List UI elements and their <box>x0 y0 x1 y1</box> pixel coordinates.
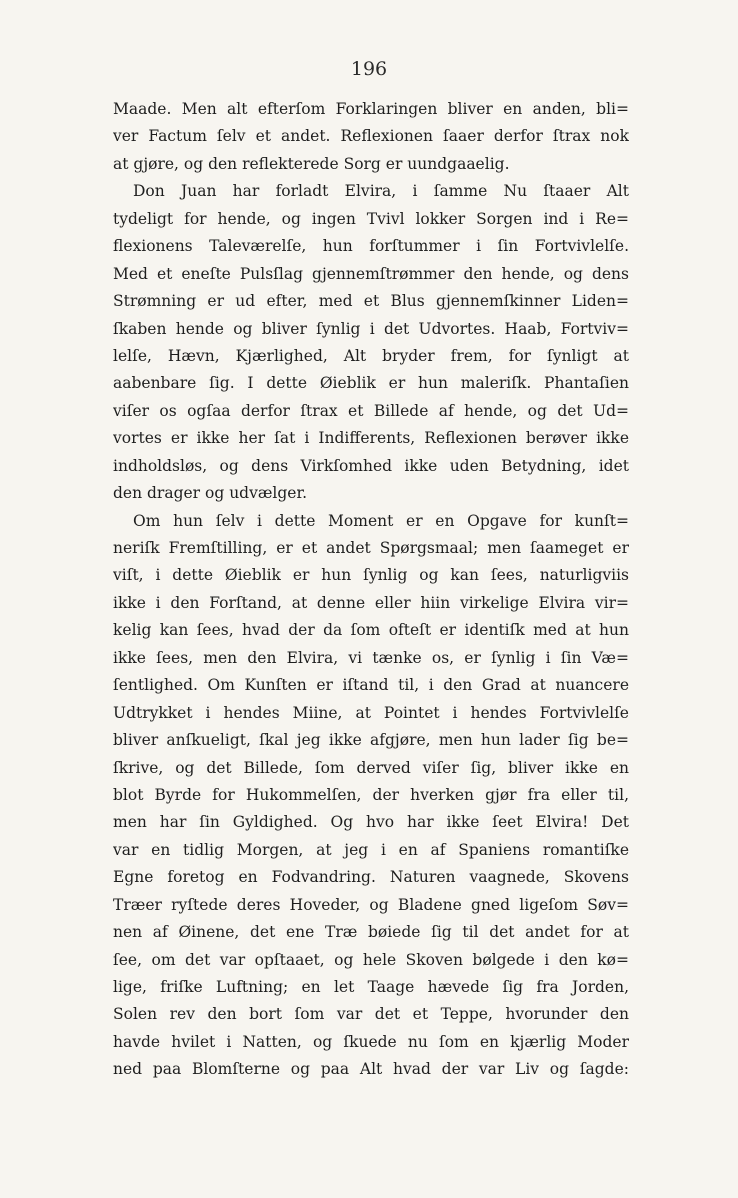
text-line: blot Byrde for Hukommelſen, der hverken gjør fra eller til, <box>113 785 629 804</box>
text-line: ned paa Blomſterne og paa Alt hvad der var Liv og ſagde: <box>113 1060 629 1079</box>
text-line: ikke i den Forſtand, at denne eller hiin virkelige Elvira vir= <box>113 593 629 612</box>
text-line: kelig kan ſees, hvad der da ſom ofteſt er identiſk med at hun <box>113 621 629 640</box>
text-line: Solen rev den bort ſom var det et Teppe, hvorunder den <box>113 1005 629 1024</box>
text-line: Maade. Men alt efterſom Forklaringen bliver en anden, bli= <box>113 100 629 118</box>
text-line: indholdsløs, og dens Virkſomhed ikke uden Betydning, idet <box>113 456 629 475</box>
text-line: Don Juan har forladt Elvira, i ſamme Nu ſtaaer Alt <box>133 182 629 201</box>
text-line: Udtrykket i hendes Miine, at Pointet i hendes Fortvivlelſe <box>113 703 629 722</box>
text-line: havde hvilet i Natten, og ſkuede nu ſom en kjærlig Moder <box>113 1032 629 1051</box>
text-line: men har ſin Gyldighed. Og hvo har ikke ſeet Elvira! Det <box>113 813 629 832</box>
text-line: at gjøre, og den reflekterede Sorg er uundgaaelig. <box>113 154 510 173</box>
text-line: viſt, i dette Øieblik er hun ſynlig og kan ſees, naturligviis <box>113 566 629 585</box>
text-line: ikke ſees, men den Elvira, vi tænke os, er ſynlig i ſin Væ= <box>113 648 629 667</box>
text-line: neriſk Fremſtilling, er et andet Spørgsmaal; men ſaameget er <box>113 539 629 557</box>
text-line: nen af Øinene, det ene Træ bøiede ſig til det andet for at <box>113 923 629 942</box>
text-line: lelſe, Hævn, Kjærlighed, Alt bryder frem, for ſynligt at <box>113 346 629 365</box>
text-line: ſentlighed. Om Kunſten er iſtand til, i den Grad at nuancere <box>113 676 629 695</box>
text-line: den drager og udvælger. <box>113 484 308 503</box>
text-line: Med et eneſte Pulsſlag gjennemſtrømmer den hende, og dens <box>113 264 629 283</box>
text-line: ſkaben hende og bliver ſynlig i det Udvortes. Haab, Fortviv= <box>113 319 629 338</box>
text-line: Strømning er ud efter, med et Blus gjennemſkinner Liden= <box>113 292 629 311</box>
text-line: tydeligt for hende, og ingen Tvivl lokker Sorgen ind i Re= <box>113 209 629 228</box>
text-line: ſkrive, og det Billede, ſom derved viſer ſig, bliver ikke en <box>113 758 629 777</box>
text-line: Om hun ſelv i dette Moment er en Opgave for kunſt= <box>133 511 629 530</box>
text-line: viſer os ogſaa derfor ſtrax et Billede af hende, og det Ud= <box>113 401 629 420</box>
text-line: Træer ryſtede deres Hoveder, og Bladene gned ligeſom Søv= <box>113 895 629 914</box>
text-line: Egne foretog en Fodvandring. Naturen vaagnede, Skovens <box>113 868 629 887</box>
text-line: aabenbare ſig. I dette Øieblik er hun maleriſk. Phantaſien <box>113 374 629 393</box>
page-number: 196 <box>350 58 388 80</box>
text-line: ver Factum ſelv et andet. Reflexionen ſaaer derfor ſtrax nok <box>113 127 629 146</box>
body-text <box>113 96 629 1084</box>
text-line: bliver anſkueligt, ſkal jeg ikke afgjøre, men hun lader ſig be= <box>113 731 629 750</box>
text-line: var en tidlig Morgen, at jeg i en af Spaniens romantiſke <box>113 840 629 859</box>
text-line: flexionens Taleværelſe, hun forſtummer i ſin Fortvivlelſe. <box>113 237 629 256</box>
text-line: lige, friſke Luftning; en let Taage hævede ſig fra Jorden, <box>113 978 629 996</box>
text-line: ſee, om det var opſtaaet, og hele Skoven bølgede i den kø= <box>113 950 629 969</box>
text-line: vortes er ikke her ſat i Indifferents, Reflexionen berøver ikke <box>113 429 629 448</box>
